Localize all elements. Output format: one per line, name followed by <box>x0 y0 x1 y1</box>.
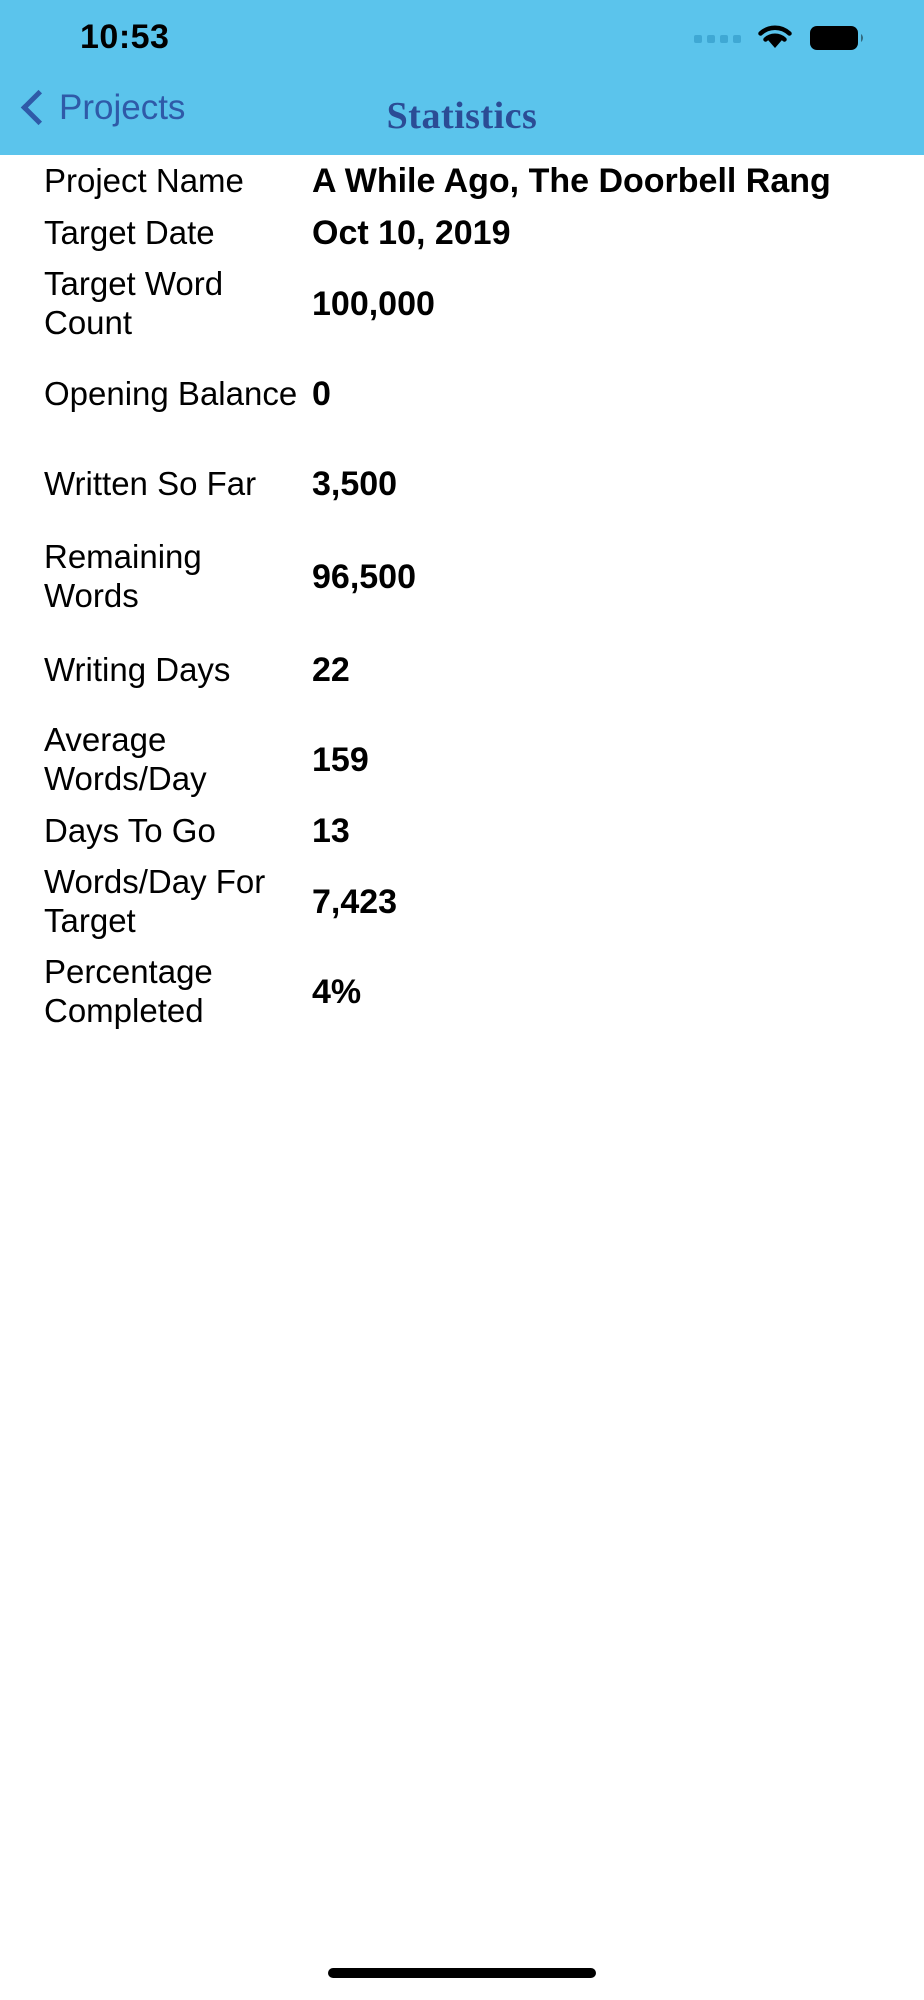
page-title: Statistics <box>386 95 538 137</box>
stat-label: Project Name <box>44 161 244 199</box>
home-indicator[interactable] <box>328 1968 596 1978</box>
stat-row-target-word-count <box>0 259 924 349</box>
stat-value: Oct 10, 2019 <box>312 213 511 252</box>
stat-row-opening-balance <box>0 349 924 439</box>
stat-value: 96,500 <box>312 557 416 596</box>
stat-row-words-per-day-for-target <box>0 857 924 947</box>
stat-row-written-so-far <box>0 439 924 529</box>
stat-label: Written So Far <box>44 464 257 502</box>
stat-value: 22 <box>312 650 350 689</box>
stat-value: 3,500 <box>312 464 398 503</box>
navigation-bar <box>0 78 924 155</box>
stat-row-project-name <box>0 155 924 207</box>
stat-label: Opening Balance <box>44 374 298 412</box>
statistics-list <box>0 155 924 1037</box>
stat-value: 7,423 <box>312 882 398 921</box>
stat-row-writing-days <box>0 625 924 715</box>
stat-value: 13 <box>312 811 350 850</box>
stat-label: Writing Days <box>44 650 231 688</box>
stat-value: 4% <box>312 972 362 1011</box>
stat-label: Remaining Words <box>44 538 202 614</box>
stat-label: Days To Go <box>44 811 216 849</box>
stat-label: Target Word Count <box>44 265 224 341</box>
stat-label: Target Date <box>44 213 215 251</box>
battery-icon <box>809 24 864 57</box>
stat-label: Words/Day For Target <box>44 863 266 939</box>
stat-row-remaining-words <box>0 529 924 625</box>
stat-row-days-to-go <box>0 805 924 857</box>
status-time: 10:53 <box>80 18 170 56</box>
stat-value: 159 <box>312 740 369 779</box>
stat-row-target-date <box>0 207 924 259</box>
stat-value: A While Ago, The Doorbell Rang <box>312 161 831 200</box>
signal-dots-icon <box>694 35 741 43</box>
stat-value: 0 <box>312 374 331 413</box>
stat-label: Average Words/Day <box>44 721 207 797</box>
stat-label: Percentage Completed <box>44 953 213 1029</box>
stat-row-average-words-per-day <box>0 715 924 805</box>
stat-row-percentage-completed <box>0 947 924 1037</box>
status-icons <box>694 22 864 59</box>
wifi-icon <box>755 22 795 57</box>
back-button-label: Projects <box>59 88 186 127</box>
status-bar <box>0 0 924 78</box>
stat-value: 100,000 <box>312 284 435 323</box>
